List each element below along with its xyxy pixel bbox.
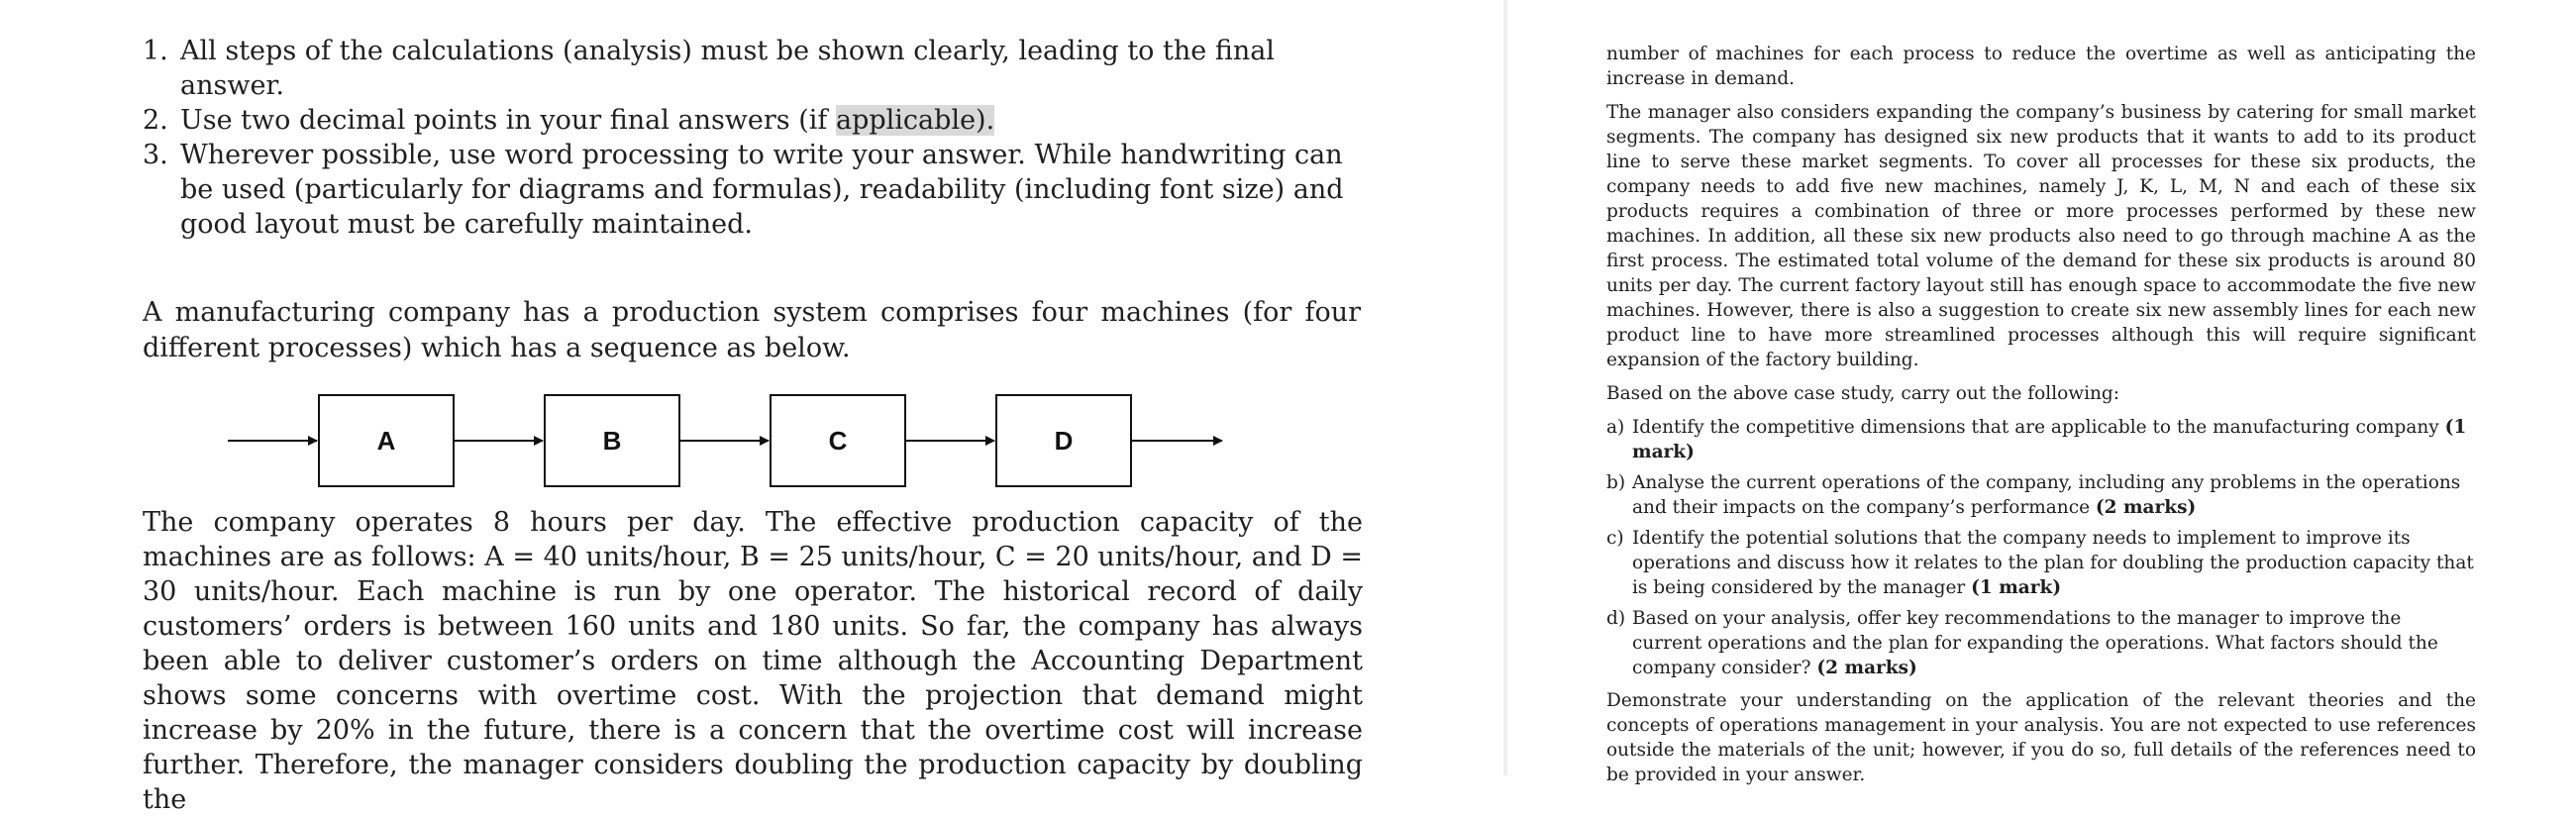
continuation-paragraph: number of machines for each process to reduce the overtime as well as anticipating the increase in demand. <box>1606 44 2476 89</box>
right-page <box>1507 0 2576 785</box>
closing-paragraph: Demonstrate your understanding on the application of the relevant theories and the concepts of operations management in your analysis. You are not expected to use references outside the materials of the unit; however, if you do so, full details of the references need to be provided in your answer. <box>1606 690 2476 785</box>
instruction-item <box>143 103 1381 138</box>
instruction-text: Wherever possible, use word processing to write your answer. While handwriting can be used (particularly for diagrams and formulas), readability (including font size) and good layout must be carefully maintained. <box>180 140 1344 240</box>
instruction-number: 3. <box>143 140 168 170</box>
task-lead: Based on the above case study, carry out the following: <box>1606 383 2119 404</box>
task-text: Identify the potential solutions that the company needs to implement to improve its operations and discuss how it relates to the plan for doubling the production capacity that is being considered by the manager <box>1632 528 2474 598</box>
instruction-text: All steps of the calculations (analysis) must be shown clearly, leading to the final answer. <box>180 36 1275 101</box>
task-text: Identify the competitive dimensions that are applicable to the manufacturing company <box>1632 417 2445 438</box>
task-marks: (2 marks) <box>2095 497 2197 518</box>
process-flow-diagram <box>226 392 1236 491</box>
instruction-item <box>143 138 1381 242</box>
instruction-number: 1. <box>143 36 168 66</box>
text-selection-highlight[interactable]: applicable). <box>836 105 995 136</box>
instruction-text: Use two decimal points in your final answers (if <box>180 105 836 136</box>
task-item-c <box>1606 526 2476 600</box>
task-text: Based on your analysis, offer key recommendations to the manager to improve the current operations and the plan for expanding the operations. What factors should the company consider? <box>1632 608 2438 678</box>
instructions-list <box>143 34 1381 242</box>
task-label: b) <box>1606 472 1626 493</box>
right-column <box>1606 42 2476 796</box>
task-item-b <box>1606 470 2476 520</box>
task-label: a) <box>1606 417 1625 438</box>
task-marks: (1 mark) <box>1632 417 2467 462</box>
machine-label-c: C <box>828 426 848 456</box>
task-item-a <box>1606 415 2476 464</box>
case-body: The company operates 8 hours per day. The effective production capacity of the machines are as follows: A = 40 units/hour, B = 25 units/hour, C = 20 units/hour, and D = 30 units/hour. Each machine is run by one operator. The historical record of daily customers’ orders is between 160 units and 180 units. So far, the company has always been able to deliver customer’s orders on time although the Accounting Department shows some concerns with overtime cost. With the projection that demand might increase by 20% in the future, there is a concern that the overtime cost will increase further. Therefore, the manager considers doubling the production capacity by doubling the <box>143 507 1363 815</box>
task-marks: (2 marks) <box>1816 658 1917 678</box>
machine-label-b: B <box>602 426 622 456</box>
task-text: Analyse the current operations of the company, including any problems in the operations and their impacts on the company’s performance <box>1632 472 2461 518</box>
instruction-number: 2. <box>143 105 168 136</box>
expansion-paragraph: The manager also considers expanding the company’s business by catering for small market segments. The company has designed six new products that it wants to add to its product line to serve these market segments. To cover all processes for these six products, the company needs to add five new machines, namely J, K, L, M, N and each of these six products requires a combination of three or more processes performed by these new machines. In addition, all these six new products also need to go through machine A as the first process. The estimated total volume of the demand for these six products is around 80 units per day. The current factory layout still has enough space to accommodate the five new machines. However, there is also a suggestion to create six new assembly lines for each new product line to have more streamlined processes although this will require significant expansion of the factory building. <box>1606 102 2476 370</box>
instruction-item <box>143 34 1381 103</box>
task-marks: (1 mark) <box>1971 577 2062 598</box>
case-intro: A manufacturing company has a production system comprises four machines (for four different processes) which has a sequence as below. <box>143 297 1361 363</box>
task-item-d <box>1606 606 2476 680</box>
machine-label-d: D <box>1054 426 1074 456</box>
machine-label-a: A <box>376 426 396 456</box>
task-label: d) <box>1606 608 1626 629</box>
task-label: c) <box>1606 528 1624 549</box>
task-list <box>1606 415 2476 680</box>
